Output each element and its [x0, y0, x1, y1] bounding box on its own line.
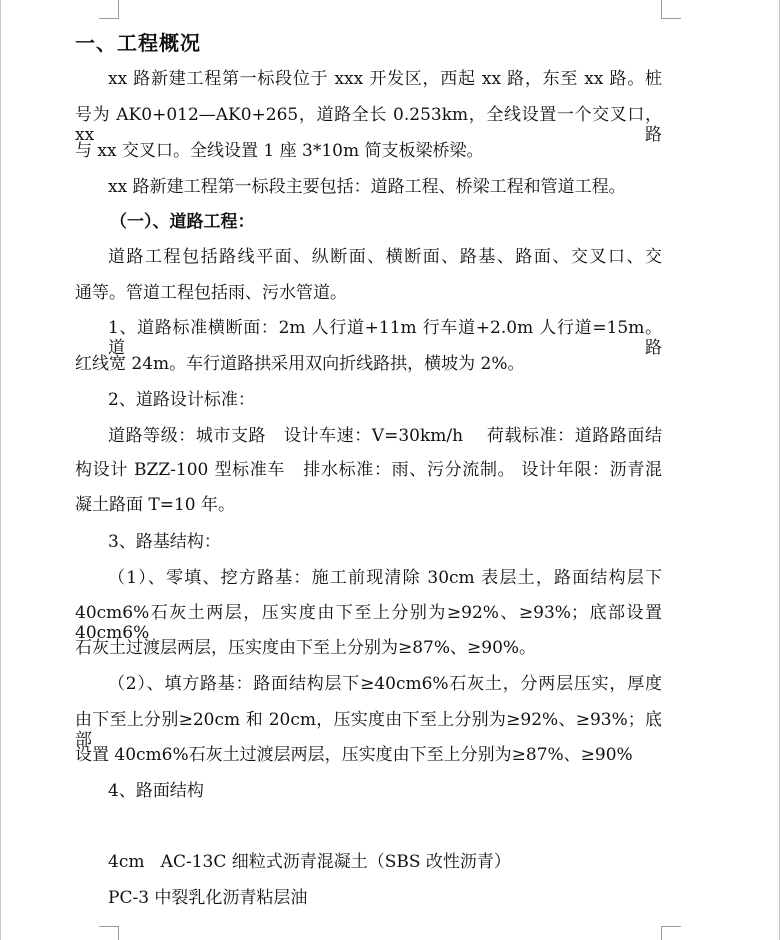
subsection-heading: （一）、道路工程： [110, 212, 255, 232]
paragraph-line: 1、道路标准横断面：2m 人行道+11m 行车道+2.0m 人行道=15m。道路 [108, 318, 662, 358]
paragraph-line: 道路等级：城市支路 设计车速：V=30km/h 荷载标准：道路路面结 [108, 426, 662, 446]
section-heading: 一、工程概况 [75, 31, 201, 55]
paragraph-line: 号为 AK0+012—AK0+265，道路全长 0.253km，全线设置一个交叉口，xx 路 [75, 105, 662, 145]
paragraph-line: 由下至上分别≥20cm 和 20cm，压实度由下至上分别为≥92%、≥93%；底部 [75, 710, 662, 750]
item-title: 4、路面结构 [108, 781, 204, 801]
item-title: 2、道路设计标准： [108, 390, 255, 410]
paragraph-line: 凝土路面 T=10 年。 [75, 495, 236, 515]
page-edge-left [0, 0, 1, 940]
paragraph-line: xx 路新建工程第一标段位于 xxx 开发区，西起 xx 路，东至 xx 路。桩 [108, 69, 662, 89]
pavement-layer: 4cm AC-13C 细粒式沥青混凝土（SBS 改性沥青） [108, 852, 511, 872]
paragraph-line: xx 路新建工程第一标段主要包括：道路工程、桥梁工程和管道工程。 [108, 177, 626, 197]
paragraph-line: 石灰土过渡层两层，压实度由下至上分别为≥87%、≥90%。 [75, 638, 537, 658]
item-title: 3、路基结构： [108, 532, 221, 552]
paragraph-line: 构设计 BZZ-100 型标准车 排水标准：雨、污分流制。 设计年限：沥青混 [75, 460, 662, 480]
paragraph-line: 40cm6%石灰土两层，压实度由下至上分别为≥92%、≥93%；底部设置 40cm6% [75, 603, 668, 643]
paragraph-line: 红线宽 24m。车行道路拱采用双向折线路拱，横坡为 2%。 [75, 354, 525, 374]
paragraph-line: （1）、零填、挖方路基：施工前现清除 30cm 表层土，路面结构层下 [108, 568, 662, 588]
paragraph-line: 设置 40cm6%石灰土过渡层两层，压实度由下至上分别为≥87%、≥90% [75, 745, 633, 765]
pavement-layer: PC-3 中裂乳化沥青粘层油 [108, 888, 308, 908]
paragraph-line: 与 xx 交叉口。全线设置 1 座 3*10m 简支板梁桥梁。 [75, 141, 484, 161]
paragraph-line: 通等。管道工程包括雨、污水管道。 [75, 283, 347, 303]
paragraph-line: （2）、填方路基：路面结构层下≥40cm6%石灰土，分两层压实，厚度 [108, 674, 662, 694]
paragraph-line: 道路工程包括路线平面、纵断面、横断面、路基、路面、交叉口、交 [108, 247, 662, 267]
